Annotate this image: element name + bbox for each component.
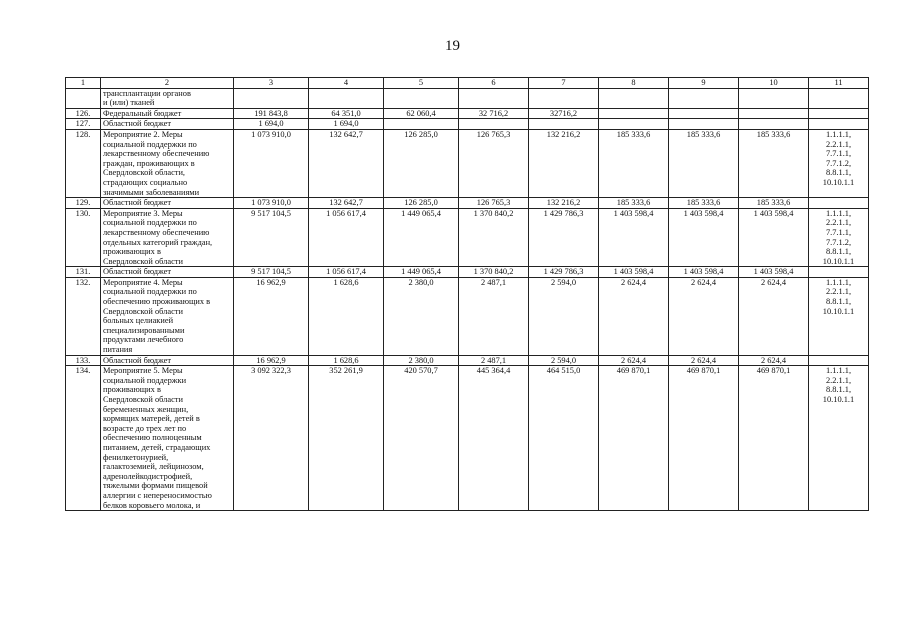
value-cell: [599, 119, 669, 130]
value-cell: [739, 88, 809, 108]
row-number-cell: 133.: [66, 355, 101, 366]
target-codes-cell: [809, 108, 869, 119]
column-header: 3: [234, 78, 309, 89]
value-cell: 126 765,3: [459, 129, 529, 197]
value-cell: 445 364,4: [459, 366, 529, 511]
column-header: 10: [739, 78, 809, 89]
column-header: 5: [384, 78, 459, 89]
row-name-cell: Областной бюджет: [101, 355, 234, 366]
value-cell: 62 060,4: [384, 108, 459, 119]
value-cell: 1 429 786,3: [529, 267, 599, 278]
value-cell: 1 628,6: [309, 277, 384, 355]
value-cell: 1 694,0: [309, 119, 384, 130]
value-cell: 469 870,1: [599, 366, 669, 511]
target-codes-cell: 1.1.1.1, 2.2.1.1, 7.7.1.1, 7.7.1.2, 8.8.1.1, 10.10.1.1: [809, 208, 869, 267]
value-cell: 191 843,8: [234, 108, 309, 119]
column-header: 11: [809, 78, 869, 89]
row-number-cell: 131.: [66, 267, 101, 278]
value-cell: 126 285,0: [384, 198, 459, 209]
value-cell: 9 517 104,5: [234, 208, 309, 267]
value-cell: 1 449 065,4: [384, 208, 459, 267]
value-cell: [459, 119, 529, 130]
row-name-cell: Мероприятие 5. Меры социальной поддержки проживающих в Свердловской области беремененных женщин, кормящих матерей, детей в возрасте до трех лет по обеспечению полноценным питанием, детей, страдающих фенилкетонурией, галактоземией, лейцинозом, адренолейкодистрофией, тяжелыми формами пищевой аллергии с непереносимостью белков коровьего молока, и: [101, 366, 234, 511]
value-cell: 1 073 910,0: [234, 129, 309, 197]
row-name-cell: Мероприятие 4. Меры социальной поддержки по обеспечению проживающих в Свердловской области больных целиакией специализированными продуктами лечебного питания: [101, 277, 234, 355]
value-cell: 1 056 617,4: [309, 267, 384, 278]
value-cell: 16 962,9: [234, 277, 309, 355]
value-cell: 3 092 322,3: [234, 366, 309, 511]
value-cell: 469 870,1: [739, 366, 809, 511]
value-cell: 1 403 598,4: [599, 208, 669, 267]
target-codes-cell: 1.1.1.1, 2.2.1.1, 8.8.1.1, 10.10.1.1: [809, 277, 869, 355]
value-cell: 9 517 104,5: [234, 267, 309, 278]
target-codes-cell: [809, 198, 869, 209]
page-number: 19: [445, 38, 460, 54]
row-name-cell: Областной бюджет: [101, 267, 234, 278]
value-cell: 1 403 598,4: [669, 208, 739, 267]
value-cell: 1 628,6: [309, 355, 384, 366]
value-cell: 1 403 598,4: [599, 267, 669, 278]
row-number-cell: 127.: [66, 119, 101, 130]
value-cell: 1 694,0: [234, 119, 309, 130]
value-cell: 32716,2: [529, 108, 599, 119]
row-name-cell: Областной бюджет: [101, 198, 234, 209]
table-row: [66, 129, 869, 197]
target-codes-cell: 1.1.1.1, 2.2.1.1, 8.8.1.1, 10.10.1.1: [809, 366, 869, 511]
value-cell: 2 380,0: [384, 355, 459, 366]
value-cell: [234, 88, 309, 108]
row-number-cell: 130.: [66, 208, 101, 267]
column-header: 2: [101, 78, 234, 89]
value-cell: 64 351,0: [309, 108, 384, 119]
row-number-cell: [66, 88, 101, 108]
value-cell: 126 285,0: [384, 129, 459, 197]
value-cell: 2 624,4: [669, 355, 739, 366]
value-cell: 32 716,2: [459, 108, 529, 119]
column-header: 1: [66, 78, 101, 89]
value-cell: 1 056 617,4: [309, 208, 384, 267]
value-cell: 2 624,4: [599, 355, 669, 366]
row-number-cell: 129.: [66, 198, 101, 209]
value-cell: [529, 88, 599, 108]
value-cell: [669, 119, 739, 130]
value-cell: 2 487,1: [459, 277, 529, 355]
value-cell: [739, 108, 809, 119]
value-cell: 2 624,4: [669, 277, 739, 355]
value-cell: 1 429 786,3: [529, 208, 599, 267]
target-codes-cell: [809, 119, 869, 130]
row-number-cell: 132.: [66, 277, 101, 355]
value-cell: 1 073 910,0: [234, 198, 309, 209]
value-cell: 132 642,7: [309, 198, 384, 209]
value-cell: 185 333,6: [739, 129, 809, 197]
value-cell: 1 403 598,4: [669, 267, 739, 278]
program-table: [65, 77, 869, 511]
target-codes-cell: [809, 355, 869, 366]
value-cell: [669, 88, 739, 108]
value-cell: 2 624,4: [739, 277, 809, 355]
row-name-cell: Мероприятие 2. Меры социальной поддержки по лекарственному обеспечению граждан, проживающих в Свердловской области, страдающих социально значимыми заболеваниями: [101, 129, 234, 197]
row-name-cell: трансплантации органов и (или) тканей: [101, 88, 234, 108]
value-cell: 185 333,6: [739, 198, 809, 209]
value-cell: [384, 88, 459, 108]
target-codes-cell: [809, 88, 869, 108]
value-cell: [739, 119, 809, 130]
row-name-cell: Мероприятие 3. Меры социальной поддержки по лекарственному обеспечению отдельных категорий граждан, проживающих в Свердловской области: [101, 208, 234, 267]
table-row: [66, 277, 869, 355]
value-cell: [669, 108, 739, 119]
value-cell: [529, 119, 599, 130]
column-header: 6: [459, 78, 529, 89]
table-row: [66, 267, 869, 278]
value-cell: [459, 88, 529, 108]
target-codes-cell: 1.1.1.1, 2.2.1.1, 7.7.1.1, 7.7.1.2, 8.8.1.1, 10.10.1.1: [809, 129, 869, 197]
table-row: [66, 208, 869, 267]
value-cell: [599, 108, 669, 119]
target-codes-cell: [809, 267, 869, 278]
table-row: [66, 88, 869, 108]
value-cell: 2 594,0: [529, 277, 599, 355]
value-cell: [309, 88, 384, 108]
table-row: [66, 119, 869, 130]
value-cell: 132 642,7: [309, 129, 384, 197]
value-cell: [384, 119, 459, 130]
value-cell: 2 487,1: [459, 355, 529, 366]
value-cell: 1 403 598,4: [739, 208, 809, 267]
row-number-cell: 126.: [66, 108, 101, 119]
row-number-cell: 128.: [66, 129, 101, 197]
value-cell: 1 370 840,2: [459, 267, 529, 278]
value-cell: 132 216,2: [529, 129, 599, 197]
table-row: [66, 366, 869, 511]
value-cell: 126 765,3: [459, 198, 529, 209]
value-cell: 1 403 598,4: [739, 267, 809, 278]
value-cell: 469 870,1: [669, 366, 739, 511]
table-row: [66, 198, 869, 209]
value-cell: 185 333,6: [599, 198, 669, 209]
column-header: 9: [669, 78, 739, 89]
column-header: 7: [529, 78, 599, 89]
row-name-cell: Областной бюджет: [101, 119, 234, 130]
value-cell: 2 594,0: [529, 355, 599, 366]
value-cell: 2 624,4: [739, 355, 809, 366]
value-cell: 2 624,4: [599, 277, 669, 355]
value-cell: 1 370 840,2: [459, 208, 529, 267]
value-cell: 1 449 065,4: [384, 267, 459, 278]
value-cell: 352 261,9: [309, 366, 384, 511]
table-row: [66, 355, 869, 366]
column-header: 8: [599, 78, 669, 89]
value-cell: 2 380,0: [384, 277, 459, 355]
value-cell: 420 570,7: [384, 366, 459, 511]
value-cell: [599, 88, 669, 108]
value-cell: 185 333,6: [669, 129, 739, 197]
value-cell: 16 962,9: [234, 355, 309, 366]
table-body: [66, 88, 869, 511]
value-cell: 132 216,2: [529, 198, 599, 209]
value-cell: 185 333,6: [599, 129, 669, 197]
header-row: [66, 78, 869, 89]
column-header: 4: [309, 78, 384, 89]
row-number-cell: 134.: [66, 366, 101, 511]
value-cell: 464 515,0: [529, 366, 599, 511]
table-row: [66, 108, 869, 119]
row-name-cell: Федеральный бюджет: [101, 108, 234, 119]
value-cell: 185 333,6: [669, 198, 739, 209]
